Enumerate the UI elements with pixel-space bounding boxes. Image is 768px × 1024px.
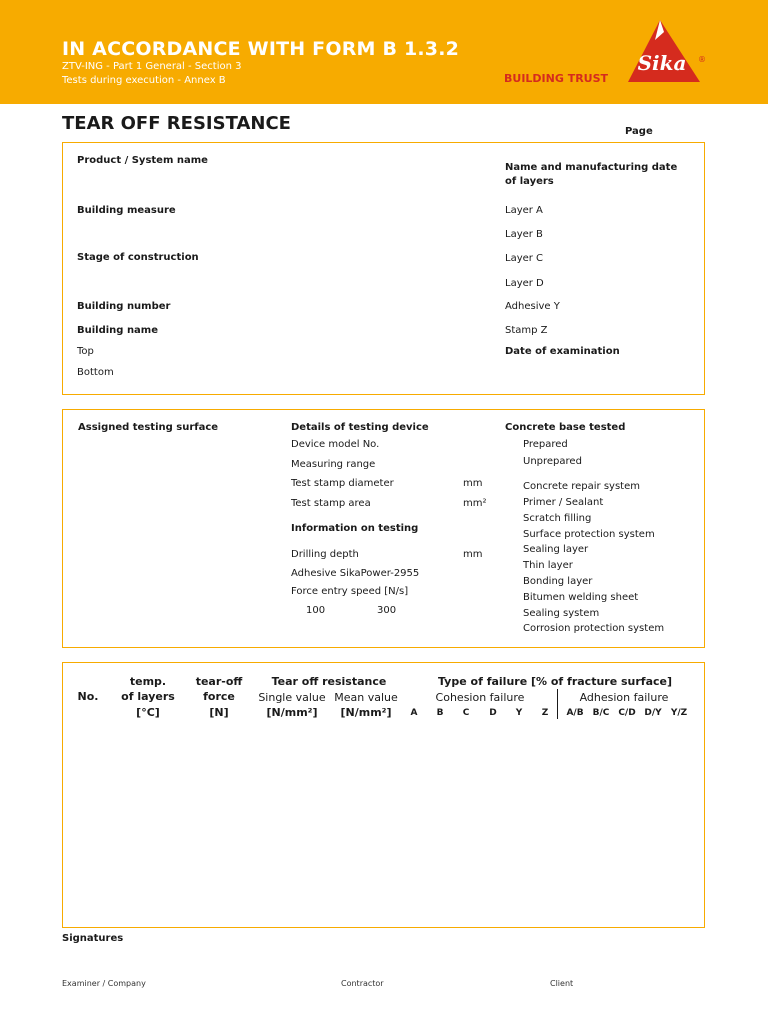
- logo-wordmark: Sika: [637, 51, 687, 75]
- col-temp-header-1: temp.: [129, 675, 167, 688]
- logo-registered: ®: [698, 55, 706, 64]
- speed-100-option: 100: [306, 605, 326, 616]
- system-item: Sealing system: [523, 608, 600, 619]
- adhesion-col: A/B: [566, 708, 584, 718]
- page-title: TEAR OFF RESISTANCE: [62, 113, 291, 134]
- cohesion-header: Cohesion failure: [435, 691, 525, 704]
- product-label: Product / System name: [77, 155, 208, 166]
- single-value-unit: [N/mm²]: [266, 706, 318, 719]
- layer-a-label: Layer A: [505, 205, 543, 216]
- layers-title-line1: Name and manufacturing date: [505, 162, 678, 173]
- cohesion-col: D: [489, 708, 497, 718]
- system-item: Concrete repair system: [523, 481, 640, 492]
- adhesion-col: D/Y: [644, 708, 662, 718]
- cohesion-col: A: [410, 708, 418, 718]
- force-speed-label: Force entry speed [N/s]: [291, 586, 409, 597]
- stamp-z-label: Stamp Z: [505, 325, 548, 336]
- layer-b-label: Layer B: [505, 229, 543, 240]
- adhesive-y-label: Adhesive Y: [505, 301, 560, 312]
- system-item: Bitumen welding sheet: [523, 592, 639, 603]
- concrete-title: Concrete base tested: [505, 422, 626, 433]
- failure-divider: [557, 689, 558, 719]
- drilling-depth-label: Drilling depth: [291, 549, 359, 560]
- stamp-area-unit: mm²: [463, 498, 487, 509]
- layers-title-line2: of layers: [505, 176, 554, 187]
- cohesion-col: Y: [515, 708, 523, 718]
- cohesion-col: Z: [541, 708, 549, 718]
- col-force-header-2: force: [203, 690, 235, 703]
- top-label: Top: [77, 346, 94, 357]
- col-force-header-3: [N]: [209, 706, 229, 719]
- client-signature-label: Client: [550, 979, 574, 988]
- cohesion-col: B: [436, 708, 444, 718]
- system-item: Sealing layer: [523, 544, 589, 555]
- system-item: Bonding layer: [523, 576, 593, 587]
- measuring-range-label: Measuring range: [291, 459, 376, 470]
- layer-d-label: Layer D: [505, 278, 544, 289]
- system-item: Scratch filling: [523, 513, 592, 524]
- building-measure-label: Building measure: [77, 205, 176, 216]
- page-label: Page: [625, 126, 653, 137]
- speed-300-option: 300: [377, 605, 397, 616]
- failure-type-header: Type of failure [% of fracture surface]: [437, 675, 673, 688]
- mean-value-header: Mean value: [334, 691, 398, 704]
- col-temp-header-3: [°C]: [136, 706, 160, 719]
- building-number-label: Building number: [77, 301, 171, 312]
- examiner-signature-label: Examiner / Company: [62, 979, 146, 988]
- resistance-header: Tear off resistance: [271, 675, 387, 688]
- system-item: Thin layer: [523, 560, 573, 571]
- system-item: Primer / Sealant: [523, 497, 604, 508]
- stamp-area-label: Test stamp area: [291, 498, 371, 509]
- form-subtitle-1: ZTV-ING - Part 1 General - Section 3: [62, 61, 242, 72]
- device-title: Details of testing device: [291, 422, 429, 433]
- system-item: Corrosion protection system: [523, 623, 665, 634]
- brand-tagline: BUILDING TRUST: [504, 72, 609, 85]
- info-testing-title: Information on testing: [291, 523, 419, 534]
- adhesive-label: Adhesive SikaPower-2955: [291, 568, 420, 579]
- cohesion-col: C: [462, 708, 470, 718]
- sika-logo: [624, 18, 704, 84]
- bottom-label: Bottom: [77, 367, 114, 378]
- assigned-surface-label: Assigned testing surface: [78, 422, 219, 433]
- adhesion-col: C/D: [618, 708, 636, 718]
- stamp-diameter-unit: mm: [463, 478, 483, 489]
- layer-c-label: Layer C: [505, 253, 544, 264]
- single-value-header: Single value: [258, 691, 326, 704]
- device-model-label: Device model No.: [291, 439, 380, 450]
- adhesion-header: Adhesion failure: [579, 691, 669, 704]
- prepared-option: Prepared: [523, 439, 568, 450]
- form-title: IN ACCORDANCE WITH FORM B 1.3.2: [62, 38, 460, 60]
- unprepared-option: Unprepared: [523, 456, 582, 467]
- drilling-depth-unit: mm: [463, 549, 483, 560]
- stage-label: Stage of construction: [77, 252, 199, 263]
- col-temp-header-2: of layers: [121, 690, 175, 703]
- adhesion-col: Y/Z: [670, 708, 688, 718]
- col-no-header: No.: [77, 690, 99, 703]
- signatures-title: Signatures: [62, 933, 124, 944]
- system-item: Surface protection system: [523, 529, 655, 540]
- adhesion-col: B/C: [592, 708, 610, 718]
- form-subtitle-2: Tests during execution - Annex B: [62, 75, 226, 86]
- building-name-label: Building name: [77, 325, 159, 336]
- stamp-diameter-label: Test stamp diameter: [291, 478, 394, 489]
- mean-value-unit: [N/mm²]: [340, 706, 392, 719]
- contractor-signature-label: Contractor: [341, 979, 384, 988]
- col-force-header-1: tear-off: [195, 675, 243, 688]
- date-exam-label: Date of examination: [505, 346, 620, 357]
